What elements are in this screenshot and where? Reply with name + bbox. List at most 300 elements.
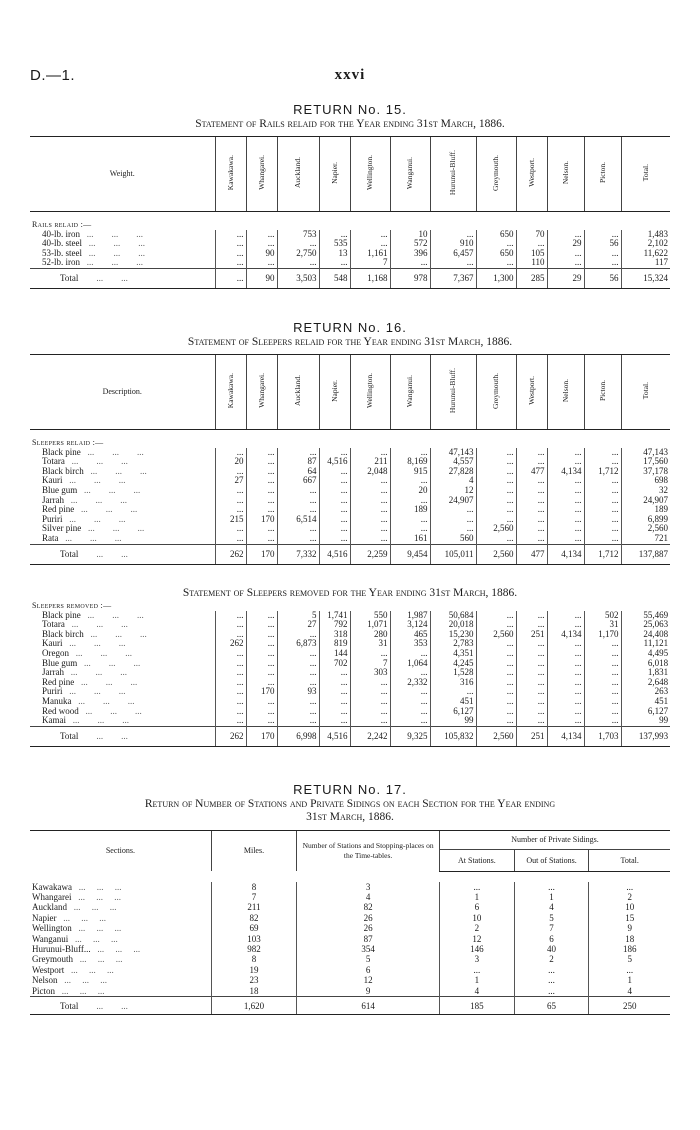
total-value: 2,560: [476, 726, 516, 746]
row-label: Rata ... ... ...: [42, 533, 122, 543]
cell-value: 4,516: [319, 457, 350, 467]
col-header: [350, 355, 390, 430]
header-row: [30, 137, 670, 212]
col-header-text: Nelson.: [560, 161, 570, 185]
table-row: [30, 668, 670, 678]
col-header: [430, 355, 476, 430]
cell-value: ...: [584, 524, 621, 534]
cell-value: ...: [215, 620, 246, 630]
cell-stations: 5: [297, 954, 440, 964]
row-label: Picton ... ... ...: [32, 985, 105, 996]
spacer: [30, 430, 670, 439]
cell-value: 27,828: [430, 467, 476, 477]
row-label: Black birch ... ... ...: [42, 629, 147, 639]
leader-dots: ... ... ...: [71, 923, 122, 934]
cell-value: ...: [584, 649, 621, 659]
cell-total: 1: [589, 975, 670, 985]
col-header-sub: At Stations.: [440, 850, 515, 871]
leader-dots: ... ... ...: [77, 658, 141, 668]
total-label: Total ... ...: [30, 268, 215, 288]
cell-value: ...: [215, 659, 246, 669]
row-label: Red pine ... ... ...: [42, 677, 138, 687]
cell-value: 303: [350, 668, 390, 678]
total-value: 105,011: [430, 544, 476, 564]
leader-dots: ... ... ...: [80, 610, 144, 620]
cell-stations: 26: [297, 913, 440, 923]
cell-total: 9: [589, 923, 670, 933]
col-header: [319, 355, 350, 430]
cell-value: ...: [319, 697, 350, 707]
section-row: [30, 438, 670, 448]
cell-value: ...: [516, 620, 547, 630]
r16-subtitle: Statement of Sleepers relaid for the Year ending 31st March, 1886.: [187, 336, 513, 348]
total-value: 477: [516, 544, 547, 564]
col-header-stations: Number of Stations and Stopping-places on the Time-tables.: [297, 831, 440, 872]
cell-value: ...: [215, 707, 246, 717]
cell-value: 465: [390, 630, 430, 640]
cell-value: ...: [476, 611, 516, 621]
col-header: [430, 137, 476, 212]
cell-value: ...: [516, 668, 547, 678]
cell-value: 792: [319, 620, 350, 630]
cell-value: 4,351: [430, 649, 476, 659]
cell-value: 31: [350, 639, 390, 649]
leader-dots: ... ... ...: [71, 881, 122, 892]
cell-value: ...: [584, 668, 621, 678]
cell-value: 15,230: [430, 630, 476, 640]
cell-at: 12: [440, 934, 515, 944]
cell-value: ...: [319, 534, 350, 544]
col-header: [390, 355, 430, 430]
total-value: 548: [319, 268, 350, 288]
cell-value: 20: [390, 486, 430, 496]
cell-value: 20,018: [430, 620, 476, 630]
cell-value: 2,560: [621, 524, 670, 534]
cell-value: 4,495: [621, 649, 670, 659]
cell-value: 1,831: [621, 668, 670, 678]
spacer: [30, 871, 670, 882]
cell-value: 4: [430, 476, 476, 486]
cell-value: 1,987: [390, 611, 430, 621]
cell-value: ...: [390, 476, 430, 486]
cell-at: ...: [440, 965, 515, 975]
total-value: 262: [215, 726, 246, 746]
cell-value: ...: [390, 687, 430, 697]
leader-dots: ... ... ...: [82, 248, 145, 258]
cell-value: ...: [319, 515, 350, 525]
cell-value: ...: [476, 476, 516, 486]
cell-total: 2: [589, 892, 670, 902]
cell-value: ...: [430, 505, 476, 515]
cell-value: ...: [476, 505, 516, 515]
col-header-text: Whangarei.: [256, 373, 266, 409]
cell-value: ...: [476, 716, 516, 726]
col-header: [476, 355, 516, 430]
row-label: Wellington ... ... ...: [32, 923, 122, 934]
leader-dots: ... ... ...: [62, 514, 126, 524]
table-row: [30, 249, 670, 259]
row-label: Black pine ... ... ...: [42, 610, 144, 620]
cell-value: ...: [516, 639, 547, 649]
cell-value: ...: [390, 448, 430, 458]
row-label: Blue gum ... ... ...: [42, 658, 141, 668]
cell-value: ...: [516, 448, 547, 458]
cell-value: ...: [390, 668, 430, 678]
cell-value: 161: [390, 534, 430, 544]
total-value: 262: [215, 544, 246, 564]
cell-value: 650: [476, 230, 516, 240]
table-row: [30, 496, 670, 506]
cell-value: ...: [476, 668, 516, 678]
cell-value: 535: [319, 239, 350, 249]
cell-value: ...: [215, 505, 246, 515]
cell-total: 5: [589, 954, 670, 964]
cell-value: ...: [350, 524, 390, 534]
cell-value: 318: [319, 630, 350, 640]
total-label: Total ... ...: [30, 544, 215, 564]
cell-value: ...: [277, 258, 319, 268]
cell-value: 25,063: [621, 620, 670, 630]
cell-stations: 12: [297, 975, 440, 985]
row-label: 40-lb. iron ... ... ...: [42, 229, 143, 239]
total-value: 1,168: [350, 268, 390, 288]
leader-dots: ... ... ...: [80, 258, 143, 268]
leader-dots: ... ... ...: [81, 524, 145, 534]
cell-value: ...: [547, 486, 584, 496]
cell-value: ...: [277, 707, 319, 717]
cell-value: ...: [584, 505, 621, 515]
table-row: [30, 230, 670, 240]
cell-value: ...: [215, 716, 246, 726]
leader-dots: ... ... ...: [80, 229, 143, 239]
cell-value: ...: [584, 476, 621, 486]
cell-miles: 8: [211, 882, 296, 892]
cell-value: ...: [547, 249, 584, 259]
cell-value: ...: [390, 707, 430, 717]
cell-value: ...: [319, 448, 350, 458]
sleepers-relaid-table: [30, 354, 670, 565]
cell-value: ...: [547, 639, 584, 649]
cell-value: ...: [584, 687, 621, 697]
leader-dots: ... ... ...: [55, 985, 105, 996]
total-value: 285: [516, 268, 547, 288]
table-row: [30, 697, 670, 707]
leader-dots: ... ... ...: [82, 239, 145, 249]
total-value: 2,242: [350, 726, 390, 746]
cell-value: ...: [547, 457, 584, 467]
table-row: [30, 934, 670, 944]
cell-stations: 354: [297, 944, 440, 954]
leader-dots: ... ... ...: [83, 466, 147, 476]
cell-value: 2,560: [476, 630, 516, 640]
col-header: [319, 137, 350, 212]
cell-value: ...: [246, 649, 277, 659]
cell-value: ...: [430, 230, 476, 240]
cell-value: 20: [215, 457, 246, 467]
table-row: [30, 892, 670, 902]
cell-value: 915: [390, 467, 430, 477]
col-header-sections: Sections.: [30, 831, 211, 872]
cell-value: 144: [319, 649, 350, 659]
cell-value: ...: [476, 687, 516, 697]
leader-dots: ... ...: [78, 273, 128, 284]
cell-value: 6,514: [277, 515, 319, 525]
cell-value: ...: [476, 534, 516, 544]
table-row: [30, 716, 670, 726]
cell-value: 6,018: [621, 659, 670, 669]
rails-relaid-table: [30, 136, 670, 289]
cell-value: ...: [246, 659, 277, 669]
row-label: Nelson ... ... ...: [32, 975, 107, 986]
cell-value: ...: [476, 448, 516, 458]
cell-out: 5: [514, 913, 589, 923]
cell-value: ...: [277, 630, 319, 640]
cell-out: ...: [514, 965, 589, 975]
leader-dots: ... ... ...: [71, 696, 135, 706]
row-label: 40-lb. steel ... ... ...: [42, 239, 145, 249]
cell-value: 189: [621, 505, 670, 515]
cell-value: ...: [350, 496, 390, 506]
spacer: [30, 212, 670, 221]
total-value: 1,703: [584, 726, 621, 746]
cell-value: 99: [621, 716, 670, 726]
cell-value: ...: [476, 620, 516, 630]
row-label: Manuka ... ... ...: [42, 696, 135, 706]
leader-dots: ... ... ...: [62, 687, 126, 697]
cell-value: 2,750: [277, 249, 319, 259]
col-header: [246, 137, 277, 212]
cell-value: ...: [476, 239, 516, 249]
cell-value: ...: [547, 476, 584, 486]
cell-miles: 69: [211, 923, 296, 933]
cell-miles: 82: [211, 913, 296, 923]
cell-value: 7: [350, 258, 390, 268]
cell-value: ...: [215, 697, 246, 707]
cell-value: ...: [547, 716, 584, 726]
r15-title: RETURN No. 15.: [293, 102, 407, 117]
cell-value: ...: [476, 707, 516, 717]
leader-dots: ... ... ...: [64, 668, 127, 678]
cell-value: 5: [277, 611, 319, 621]
leader-dots: ... ... ...: [71, 891, 121, 902]
col-header-text: Wanganui.: [405, 156, 415, 189]
row-label: Whangarei ... ... ...: [32, 891, 121, 902]
col-header-text: Wellington.: [365, 373, 375, 409]
cell-stations: 6: [297, 965, 440, 975]
row-label: Westport ... ... ...: [32, 964, 114, 975]
row-label: Jarrah ... ... ...: [42, 668, 127, 678]
cell-value: ...: [584, 448, 621, 458]
cell-value: 17,560: [621, 457, 670, 467]
cell-total: 18: [589, 934, 670, 944]
row-label: Kawakawa ... ... ...: [32, 881, 122, 892]
r17-title: RETURN No. 17.: [293, 782, 407, 797]
table-row: [30, 639, 670, 649]
cell-stations: 87: [297, 934, 440, 944]
cell-out: ...: [514, 882, 589, 892]
col-header-text: Wanganui.: [405, 374, 415, 407]
cell-value: 6,127: [621, 707, 670, 717]
cell-at: 1: [440, 975, 515, 985]
cell-value: 6,873: [277, 639, 319, 649]
cell-miles: 7: [211, 892, 296, 902]
col-header: [621, 137, 670, 212]
cell-value: 3,124: [390, 620, 430, 630]
cell-value: 93: [277, 687, 319, 697]
table-row: [30, 659, 670, 669]
cell-value: 47,143: [430, 448, 476, 458]
leader-dots: ... ... ...: [67, 902, 117, 913]
total-value: 1,300: [476, 268, 516, 288]
cell-value: ...: [277, 524, 319, 534]
cell-value: 1,161: [350, 249, 390, 259]
cell-value: 560: [430, 534, 476, 544]
row-label: Kamai ... ... ...: [42, 716, 129, 726]
cell-value: 189: [390, 505, 430, 515]
col-header: [547, 355, 584, 430]
cell-value: 64: [277, 467, 319, 477]
table-row: [30, 965, 670, 975]
total-value: 3,503: [277, 268, 319, 288]
cell-value: ...: [584, 258, 621, 268]
total-value: 4,516: [319, 726, 350, 746]
cell-value: ...: [319, 258, 350, 268]
col-header-text: Kawakawa.: [225, 155, 235, 191]
cell-value: 215: [215, 515, 246, 525]
cell-value: 11,121: [621, 639, 670, 649]
cell-value: 2,560: [476, 524, 516, 534]
cell-value: ...: [246, 239, 277, 249]
cell-at: 3: [440, 954, 515, 964]
document-code: D.—1.: [30, 67, 76, 84]
cell-value: 170: [246, 515, 277, 525]
cell-value: ...: [350, 649, 390, 659]
cell-value: 47,143: [621, 448, 670, 458]
col-header-text: Wellington.: [365, 155, 375, 191]
total-value: ...: [215, 268, 246, 288]
cell-value: 477: [516, 467, 547, 477]
row-label: 52-lb. iron ... ... ...: [42, 258, 143, 268]
cell-value: ...: [350, 448, 390, 458]
cell-value: ...: [350, 716, 390, 726]
cell-value: 753: [277, 230, 319, 240]
col-header: [621, 355, 670, 430]
cell-value: ...: [547, 649, 584, 659]
cell-value: ...: [390, 649, 430, 659]
leader-dots: ... ... ...: [57, 975, 107, 986]
cell-value: ...: [476, 678, 516, 688]
leader-dots: ... ... ...: [62, 639, 126, 649]
cell-value: ...: [277, 716, 319, 726]
total-value: 29: [547, 268, 584, 288]
cell-value: ...: [476, 697, 516, 707]
row-label: Totara ... ... ...: [42, 457, 128, 467]
total-at: 185: [440, 996, 515, 1014]
cell-value: ...: [430, 687, 476, 697]
table-row: [30, 707, 670, 717]
cell-value: ...: [516, 649, 547, 659]
stations-sidings-table: [30, 830, 670, 1015]
cell-value: ...: [246, 707, 277, 717]
row-label: Puriri ... ... ...: [42, 687, 126, 697]
col-header: [350, 137, 390, 212]
total-value: 56: [584, 268, 621, 288]
cell-value: 1,064: [390, 659, 430, 669]
cell-value: ...: [246, 620, 277, 630]
cell-value: 27: [277, 620, 319, 630]
leader-dots: ... ... ...: [77, 485, 141, 495]
sleepers-removed-table: [30, 601, 670, 747]
cell-value: ...: [215, 486, 246, 496]
row-label: Auckland ... ... ...: [32, 902, 117, 913]
total-value: 137,993: [621, 726, 670, 746]
cell-value: ...: [584, 496, 621, 506]
cell-value: ...: [246, 678, 277, 688]
col-header-text: Westport.: [526, 158, 536, 188]
table-row: [30, 986, 670, 997]
cell-value: ...: [547, 659, 584, 669]
col-header-label: Weight.: [30, 137, 215, 212]
cell-out: ...: [514, 975, 589, 985]
cell-value: ...: [476, 486, 516, 496]
section-row: [30, 601, 670, 611]
cell-value: ...: [584, 697, 621, 707]
cell-value: ...: [319, 707, 350, 717]
page-number: xxvi: [334, 67, 366, 83]
cell-value: 31: [584, 620, 621, 630]
cell-value: ...: [547, 258, 584, 268]
cell-value: 1,483: [621, 230, 670, 240]
cell-total: ...: [589, 965, 670, 975]
cell-value: 4,134: [547, 630, 584, 640]
cell-value: ...: [215, 258, 246, 268]
cell-value: 572: [390, 239, 430, 249]
cell-value: ...: [350, 687, 390, 697]
cell-value: ...: [319, 716, 350, 726]
col-header: [547, 137, 584, 212]
cell-miles: 18: [211, 986, 296, 997]
cell-value: ...: [547, 678, 584, 688]
cell-value: ...: [246, 524, 277, 534]
table-row: [30, 515, 670, 525]
total-value: 1,712: [584, 544, 621, 564]
cell-value: ...: [476, 496, 516, 506]
total-value: 9,325: [390, 726, 430, 746]
cell-value: 396: [390, 249, 430, 259]
total-value: 2,259: [350, 544, 390, 564]
cell-value: ...: [584, 716, 621, 726]
cell-value: ...: [246, 486, 277, 496]
cell-value: ...: [476, 515, 516, 525]
cell-value: ...: [215, 611, 246, 621]
row-label: Hurunui-Bluff... ... ... ...: [32, 943, 141, 954]
cell-value: 2,048: [350, 467, 390, 477]
cell-value: ...: [350, 239, 390, 249]
cell-value: ...: [215, 496, 246, 506]
cell-value: ...: [319, 230, 350, 240]
cell-miles: 8: [211, 954, 296, 964]
row-label: Silver pine ... ... ...: [42, 524, 145, 534]
table-row: [30, 630, 670, 640]
cell-value: ...: [390, 524, 430, 534]
leader-dots: ... ... ...: [73, 954, 123, 965]
cell-value: ...: [215, 249, 246, 259]
cell-value: ...: [319, 687, 350, 697]
cell-miles: 211: [211, 902, 296, 912]
cell-value: ...: [390, 697, 430, 707]
cell-value: 4,134: [547, 467, 584, 477]
cell-stations: 9: [297, 986, 440, 997]
